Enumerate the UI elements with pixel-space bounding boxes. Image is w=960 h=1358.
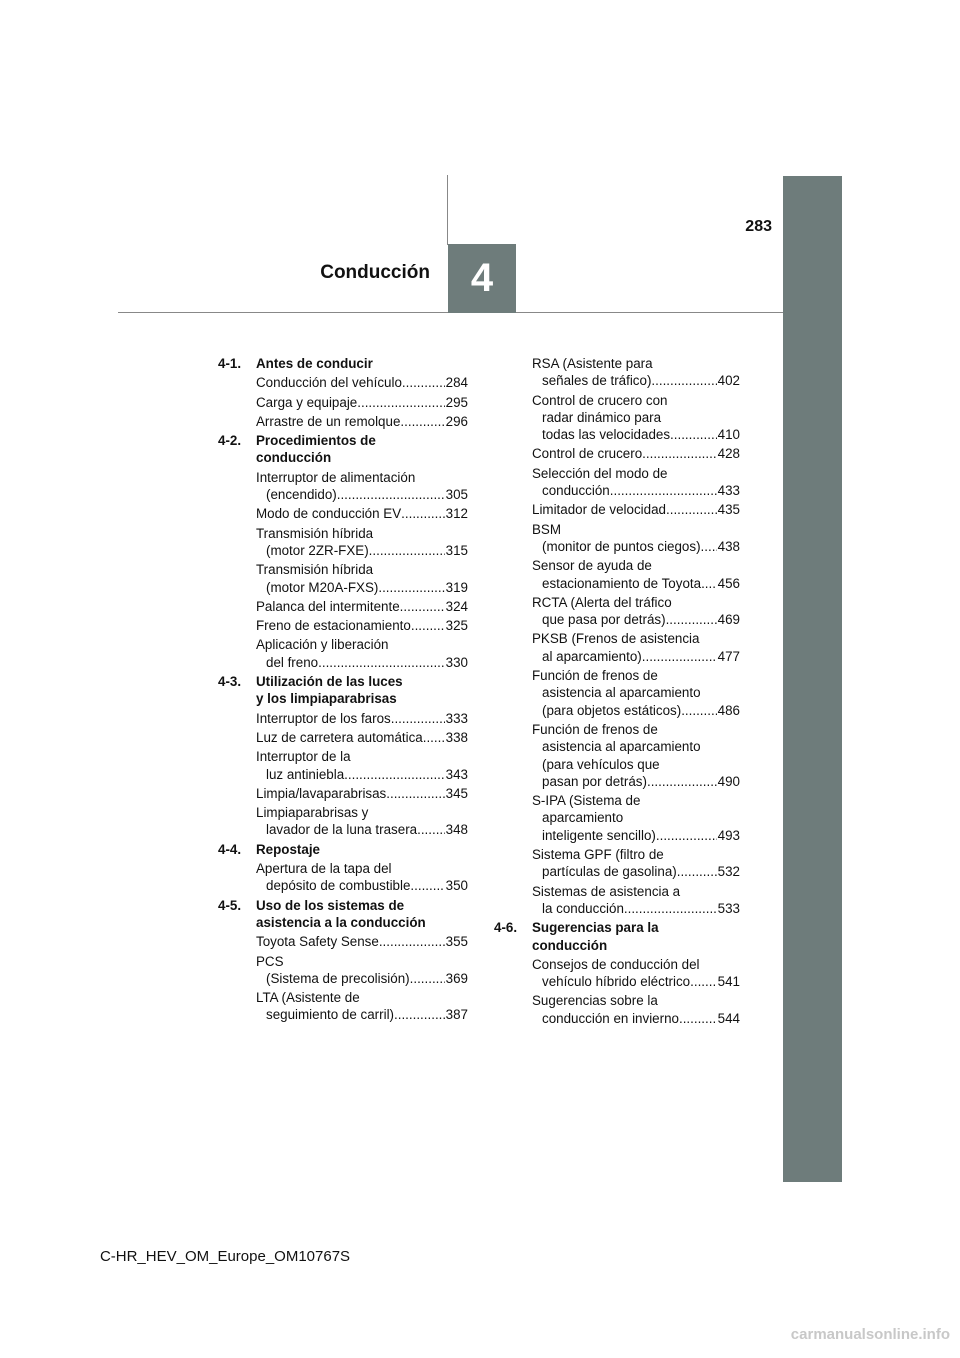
toc-section-title [532,919,740,954]
toc-section-heading [218,355,468,372]
toc-leader-dots [400,598,445,615]
toc-leader-dots [400,413,444,430]
toc-entry-line: estacionamiento de Toyota [542,575,702,591]
toc-entry-link[interactable] [532,445,740,462]
toc-entry-last-line [256,933,468,950]
toc-entry-page: 305 [445,487,468,503]
toc-section-number: 4-3. [218,674,242,690]
toc-entry-line: Transmisión híbrida [256,562,374,578]
toc-section-title-line: Utilización de las luces [256,674,403,690]
toc-entry-link[interactable] [256,413,468,430]
toc-section-title-line: conducción [256,450,332,466]
toc-leader-dots [670,426,717,443]
toc-entry-line: PCS [256,953,284,969]
toc-leader-dots [677,863,717,880]
toc-entry-last-line [256,766,468,783]
toc-entry-page: 469 [717,612,740,628]
toc-entry-last-line [256,579,468,596]
toc-entry-last-line [532,1010,740,1027]
toc-entry-line: Palanca del intermitente [256,598,400,614]
toc-entry-line: Interruptor de alimentación [256,469,416,485]
toc-leader-dots [401,505,444,522]
toc-section-title-line: Repostaje [256,841,320,857]
toc-section-title [256,897,468,932]
toc-entry-link[interactable] [256,953,468,988]
toc-entry-line: Sensor de ayuda de [532,558,652,574]
toc-section-number: 4-2. [218,433,242,449]
toc-section-title [256,432,468,467]
toc-entry-last-line [256,374,468,391]
toc-entry-line: Apertura de la tapa del [256,861,392,877]
toc-section-title-line: conducción [532,937,608,953]
toc-entry-line: señales de tráfico) [542,373,652,389]
toc-entry-link[interactable] [532,667,740,719]
toc-entry-line: RCTA (Alerta del tráfico [532,594,672,610]
toc-entry-page: 410 [717,427,740,443]
toc-entry-line: aparcamiento [542,810,624,826]
toc-entry-page: 296 [445,413,468,429]
toc-entry-page: 330 [445,654,468,670]
toc-section-title [256,673,468,708]
toc-entry-page: 343 [445,766,468,782]
toc-entry-link[interactable] [532,355,740,390]
toc-entry-page: 428 [717,446,740,462]
toc-leader-dots [423,729,445,746]
toc-entry-page: 533 [717,900,740,916]
toc-entry-last-line [532,773,740,790]
toc-entry-line: Interruptor de la [256,749,351,765]
toc-entry-last-line [256,598,468,615]
toc-leader-dots [647,773,717,790]
toc-entry-line: radar dinámico para [542,409,662,425]
toc-section-title [256,355,468,372]
toc-entry-page: 348 [445,822,468,838]
toc-entry-last-line [532,900,740,917]
toc-entry-link[interactable] [256,636,468,671]
toc-entry-last-line [256,617,468,634]
toc-section-title-line: Procedimientos de [256,433,376,449]
toc-entry-link[interactable] [256,710,468,727]
toc-entry-page: 402 [717,373,740,389]
toc-section-heading [218,841,468,858]
toc-column-left [218,355,468,1026]
toc-entry-line: del freno [266,654,319,670]
toc-entry-page: 284 [445,375,468,391]
toc-entry-line: que pasa por detrás) [542,612,666,628]
toc-entry-link[interactable] [532,630,740,665]
toc-entry-line: Arrastre de un remolque [256,413,401,429]
toc-entry-last-line [532,426,740,443]
toc-entry-line: LTA (Asistente de [256,990,360,1006]
toc-entry-page: 456 [717,575,740,591]
toc-entry-last-line [532,611,740,628]
toc-section-title-line: Sugerencias para la [532,920,659,936]
toc-section-number: 4-1. [218,356,242,371]
toc-entry-page: 350 [445,878,468,894]
toc-entry-link[interactable] [256,469,468,504]
toc-entry-last-line [532,538,740,555]
toc-leader-dots [651,372,716,389]
toc-entry-line: Consejos de conducción del [532,956,700,972]
toc-entry-link[interactable] [532,992,740,1027]
toc-entry-line: S-IPA (Sistema de [532,793,641,809]
toc-entry-link[interactable] [532,594,740,629]
toc-entry-link[interactable] [532,792,740,844]
toc-entry-last-line [532,702,740,719]
toc-entry-line: Freno de estacionamiento [256,618,411,634]
toc-entry-page: 544 [717,1010,740,1026]
toc-leader-dots [369,542,445,559]
toc-entry-last-line [256,654,468,671]
toc-entry-line: vehículo híbrido eléctrico [542,974,691,990]
toc-entry-line: Control de crucero [532,446,643,462]
chapter-side-tab [783,176,842,1182]
watermark: carmanualsonline.info [790,1326,950,1343]
toc-section-number: 4-5. [218,897,242,913]
toc-section-title-line: Uso de los sistemas de [256,897,405,913]
toc-leader-dots [391,710,445,727]
toc-entry-page: 355 [445,934,468,950]
toc-entry-last-line [256,729,468,746]
toc-entry-line: Transmisión híbrida [256,525,374,541]
toc-entry-line: (para objetos estáticos) [542,702,682,718]
chapter-title: Conducción [320,262,430,283]
toc-entry-line: lavador de la luna trasera [266,822,418,838]
toc-leader-dots [701,575,717,592]
toc-entry-last-line [532,863,740,880]
toc-entry-page: 532 [717,864,740,880]
toc-leader-dots [701,538,717,555]
toc-entry-line: asistencia al aparcamiento [542,739,701,755]
toc-entry-last-line [256,542,468,559]
header-divider-vertical [447,175,448,245]
toc-leader-dots [386,785,444,802]
toc-entry-last-line [256,394,468,411]
toc-entry-line: (encendido) [266,487,337,503]
toc-entry-page: 333 [445,710,468,726]
toc-section-heading [494,919,740,954]
toc-entry-line: PKSB (Frenos de asistencia [532,631,700,647]
toc-entry-line: Conducción del vehículo [256,375,402,391]
toc-entry-link[interactable] [532,501,740,518]
toc-section-heading [218,897,468,932]
toc-leader-dots [410,877,444,894]
toc-section-title-line: y los limpiaparabrisas [256,691,397,707]
toc-entry-page: 493 [717,827,740,843]
toc-leader-dots [656,827,717,844]
toc-section-heading [218,432,468,467]
toc-entry-page: 315 [445,542,468,558]
toc-entry-page: 345 [445,785,468,801]
toc-entry-link[interactable] [532,956,740,991]
toc-entry-line: inteligente sencillo) [542,827,656,843]
toc-leader-dots [410,970,445,987]
toc-leader-dots [624,900,717,917]
toc-leader-dots [681,702,716,719]
toc-entry-line: Limpia/lavaparabrisas [256,785,387,801]
toc-entry-last-line [256,970,468,987]
toc-entry-page: 295 [445,394,468,410]
toc-leader-dots [679,1010,717,1027]
toc-entry-link[interactable] [256,860,468,895]
toc-entry-link[interactable] [256,804,468,839]
toc-section-title [256,841,468,858]
toc-entry-line: BSM [532,521,562,537]
toc-entry-last-line [532,501,740,518]
toc-entry-line: (monitor de puntos ciegos) [542,538,701,554]
toc-section-number: 4-6. [494,920,518,936]
toc-entry-last-line [256,505,468,522]
toc-entry-page: 438 [717,538,740,554]
toc-entry-line: Sistema GPF (filtro de [532,847,664,863]
toc-entry-line: pasan por detrás) [542,773,647,789]
toc-entry-link[interactable] [256,525,468,560]
toc-entry-page: 486 [717,702,740,718]
toc-entry-line: Modo de conducción EV [256,506,402,522]
toc-entry-page: 541 [717,974,740,990]
toc-entry-line: seguimiento de carril) [266,1007,395,1023]
toc-entry-line: Luz de carretera automática [256,729,423,745]
toc-entry-link[interactable] [256,394,468,411]
toc-entry-last-line [256,413,468,430]
toc-entry-last-line [256,1006,468,1023]
toc-entry-line: conducción [542,483,610,499]
toc-entry-line: (motor M20A-FXS) [266,579,379,595]
toc-entry-page: 312 [445,506,468,522]
toc-entry-last-line [256,821,468,838]
toc-entry-link[interactable] [256,748,468,783]
toc-entry-page: 325 [445,618,468,634]
toc-entry-link[interactable] [256,785,468,802]
toc-entry-link[interactable] [532,465,740,500]
toc-entry-last-line [256,877,468,894]
toc-column-right [494,355,740,1029]
toc-entry-line: partículas de gasolina) [542,864,677,880]
toc-leader-dots [337,486,445,503]
toc-entry-line: Interruptor de los faros [256,710,391,726]
toc-leader-dots [379,933,445,950]
toc-entry-last-line [256,486,468,503]
toc-leader-dots [610,482,717,499]
toc-leader-dots [357,394,444,411]
toc-leader-dots [642,445,717,462]
toc-entry-line: asistencia al aparcamiento [542,685,701,701]
toc-entry-page: 319 [445,579,468,595]
toc-leader-dots [318,654,445,671]
toc-leader-dots [402,374,445,391]
page-number: 283 [745,218,772,235]
toc-entry-last-line [532,372,740,389]
toc-entry-line: Control de crucero con [532,392,668,408]
toc-entry-link[interactable] [256,374,468,391]
toc-entry-line: Limitador de velocidad [532,502,666,518]
toc-entry-page: 477 [717,648,740,664]
toc-entry-line: (para vehículos que [542,756,660,772]
toc-entry-last-line [532,445,740,462]
toc-entry-link[interactable] [532,557,740,592]
toc-entry-line: Aplicación y liberación [256,637,389,653]
toc-entry-line: Limpiaparabrisas y [256,805,369,821]
toc-leader-dots [417,821,445,838]
toc-entry-link[interactable] [532,392,740,444]
toc-entry-line: (motor 2ZR-FXE) [266,542,369,558]
toc-entry-page: 433 [717,483,740,499]
toc-leader-dots [666,611,717,628]
toc-entry-line: todas las velocidades [542,427,671,443]
toc-section-title-line: Antes de conducir [256,356,373,371]
toc-section-title-line: asistencia a la conducción [256,914,426,930]
toc-leader-dots [394,1006,445,1023]
toc-leader-dots [411,617,445,634]
toc-entry-last-line [532,482,740,499]
footer-doc-code: C-HR_HEV_OM_Europe_OM10767S [99,1248,351,1265]
toc-entry-link[interactable] [256,989,468,1024]
toc-entry-page: 369 [445,970,468,986]
toc-entry-link[interactable] [256,729,468,746]
toc-entry-link[interactable] [256,561,468,596]
toc-leader-dots [690,973,717,990]
toc-entry-page: 387 [445,1007,468,1023]
toc-leader-dots [666,501,717,518]
toc-entry-line: Función de frenos de [532,721,658,737]
toc-section-heading [218,673,468,708]
toc-entry-link[interactable] [532,846,740,881]
chapter-number-box: 4 [448,244,516,313]
toc-leader-dots [642,648,717,665]
toc-entry-last-line [532,648,740,665]
toc-entry-line: Función de frenos de [532,668,658,684]
toc-entry-line: Carga y equipaje [256,394,358,410]
toc-entry-line: RSA (Asistente para [532,356,653,371]
toc-entry-link[interactable] [256,617,468,634]
toc-entry-line: conducción en invierno [542,1010,679,1026]
toc-entry-page: 435 [717,502,740,518]
toc-entry-line: la conducción [542,900,624,916]
toc-entry-last-line [256,710,468,727]
toc-section-number: 4-4. [218,841,242,857]
toc-entry-line: Sistemas de asistencia a [532,883,681,899]
toc-entry-last-line [532,827,740,844]
toc-leader-dots [344,766,444,783]
toc-entry-last-line [532,973,740,990]
toc-entry-line: Selección del modo de [532,465,668,481]
toc-entry-last-line [256,785,468,802]
toc-entry-line: Sugerencias sobre la [532,993,658,1009]
toc-entry-link[interactable] [256,598,468,615]
toc-leader-dots [378,579,444,596]
toc-entry-line: depósito de combustible [266,878,411,894]
toc-entry-page: 338 [445,729,468,745]
toc-entry-page: 490 [717,773,740,789]
toc-entry-link[interactable] [256,933,468,950]
toc-entry-line: luz antiniebla [266,766,345,782]
toc-entry-link[interactable] [532,721,740,790]
toc-entry-line: Toyota Safety Sense [256,934,379,950]
toc-entry-page: 324 [445,598,468,614]
toc-entry-link[interactable] [256,505,468,522]
toc-entry-link[interactable] [532,521,740,556]
toc-entry-last-line [532,575,740,592]
toc-entry-line: (Sistema de precolisión) [266,970,410,986]
toc-entry-link[interactable] [532,883,740,918]
toc-entry-line: al aparcamiento) [542,648,642,664]
